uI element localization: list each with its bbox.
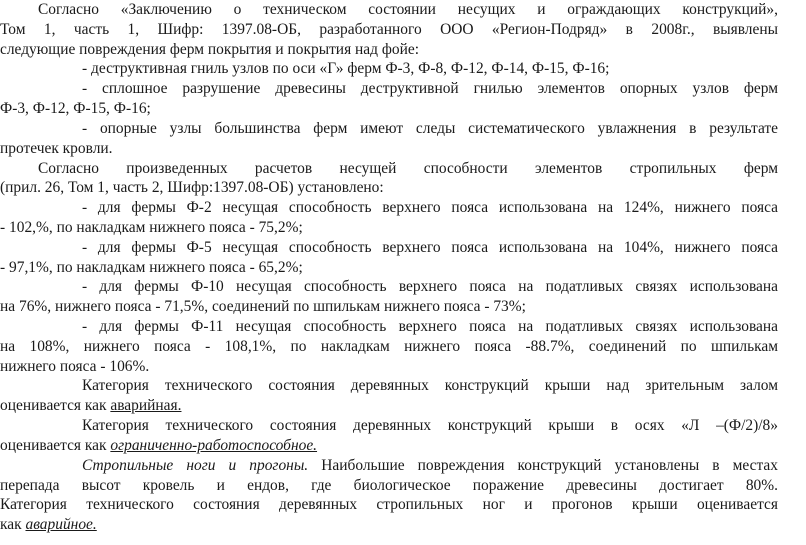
text-segment: ограниченно-работоспособное. xyxy=(110,437,318,454)
text-line xyxy=(0,277,778,296)
text-segment: - опорные узлы большинства ферм имеют следы систематического увлажнения в результате xyxy=(82,120,778,137)
text-segment: следующие повреждения ферм покрытия и покрытия над фойе: xyxy=(0,41,419,58)
text-line xyxy=(0,0,778,19)
text-segment: - деструктивная гниль узлов по оси «Г» ферм Ф-3, Ф-8, Ф-12, Ф-14, Ф-15, Ф-16; xyxy=(82,60,610,77)
text-segment: - 102,%, по накладкам нижнего пояса - 75,2%; xyxy=(0,219,303,236)
text-segment: - для фермы Ф-11 несущая способность верхнего пояса на податливых связях использована xyxy=(82,318,778,335)
text-segment: протечек кровли. xyxy=(0,140,113,157)
text-segment: аварийная. xyxy=(110,397,182,414)
text-segment: оценивается как xyxy=(0,437,111,454)
text-line xyxy=(0,198,778,217)
text-segment: Категория технического состояния деревянных конструкций крыши в осях «Л –(Ф/2)/8» xyxy=(82,417,778,434)
text-line xyxy=(0,99,778,118)
text-line xyxy=(0,357,778,376)
text-line xyxy=(0,297,778,316)
text-segment: Согласно «Заключению о техническом состоянии несущих и ограждающих конструкций», xyxy=(38,1,778,18)
text-segment: Стропильные ноги и прогоны. xyxy=(82,457,309,474)
text-line xyxy=(0,515,778,534)
text-line xyxy=(0,79,778,98)
text-segment: Ф-3, Ф-12, Ф-15, Ф-16; xyxy=(0,100,151,117)
text-line xyxy=(0,159,778,178)
text-segment: нижнего пояса - 106%. xyxy=(0,358,150,375)
text-segment: Том 1, часть 1, Шифр: 1397.08-ОБ, разработанного ООО «Регион-Подряд» в 2008г., выявлены xyxy=(0,21,778,38)
text-segment: оценивается как xyxy=(0,397,111,414)
text-line xyxy=(0,119,778,138)
text-line xyxy=(0,416,778,435)
text-line xyxy=(0,476,778,495)
text-segment: - 97,1%, по накладкам нижнего пояса - 65,2%; xyxy=(0,259,303,276)
text-line xyxy=(0,376,778,395)
text-line xyxy=(0,139,778,158)
text-segment: Категория технического состояния деревянных стропильных ног и прогонов крыши оценивается xyxy=(0,496,778,513)
text-line xyxy=(0,495,778,514)
text-segment: на 108%, нижнего пояса - 108,1%, по накладкам нижнего пояса -88.7%, соединений по шпилькам xyxy=(0,338,778,355)
text-segment: - для фермы Ф-5 несущая способность верхнего пояса использована на 104%, нижнего пояса xyxy=(82,239,778,256)
text-line xyxy=(0,178,778,197)
text-segment: (прил. 26, Том 1, часть 2, Шифр:1397.08-ОБ) установлено: xyxy=(0,179,384,196)
text-line xyxy=(0,40,778,59)
text-line xyxy=(0,317,778,336)
text-segment: - для фермы Ф-10 несущая способность верхнего пояса на податливых связях использована xyxy=(82,278,778,295)
text-line xyxy=(0,258,778,277)
text-line xyxy=(0,218,778,237)
text-segment: аварийное. xyxy=(25,516,97,533)
text-segment: - для фермы Ф-2 несущая способность верхнего пояса использована на 124%, нижнего пояса xyxy=(82,199,778,216)
text-segment: Категория технического состояния деревянных конструкций крыши над зрительным залом xyxy=(82,377,778,394)
text-segment: Наибольшие повреждения конструкций установлены в местах xyxy=(308,457,778,474)
text-line xyxy=(0,396,778,415)
text-line xyxy=(0,337,778,356)
text-line xyxy=(0,20,778,39)
text-line xyxy=(0,436,778,455)
text-segment: - сплошное разрушение древесины деструктивной гнилью элементов опорных узлов ферм xyxy=(82,80,778,97)
text-segment: как xyxy=(0,516,26,533)
text-segment: на 76%, нижнего пояса - 71,5%, соединений по шпилькам нижнего пояса - 73%; xyxy=(0,298,526,315)
text-line xyxy=(0,238,778,257)
text-line xyxy=(0,456,778,475)
text-segment: Согласно произведенных расчетов несущей способности элементов стропильных ферм xyxy=(38,160,778,177)
text-segment: перепада высот кровель и ендов, где биологическое поражение древесины достигает 80%. xyxy=(0,477,778,494)
text-line xyxy=(0,59,778,78)
